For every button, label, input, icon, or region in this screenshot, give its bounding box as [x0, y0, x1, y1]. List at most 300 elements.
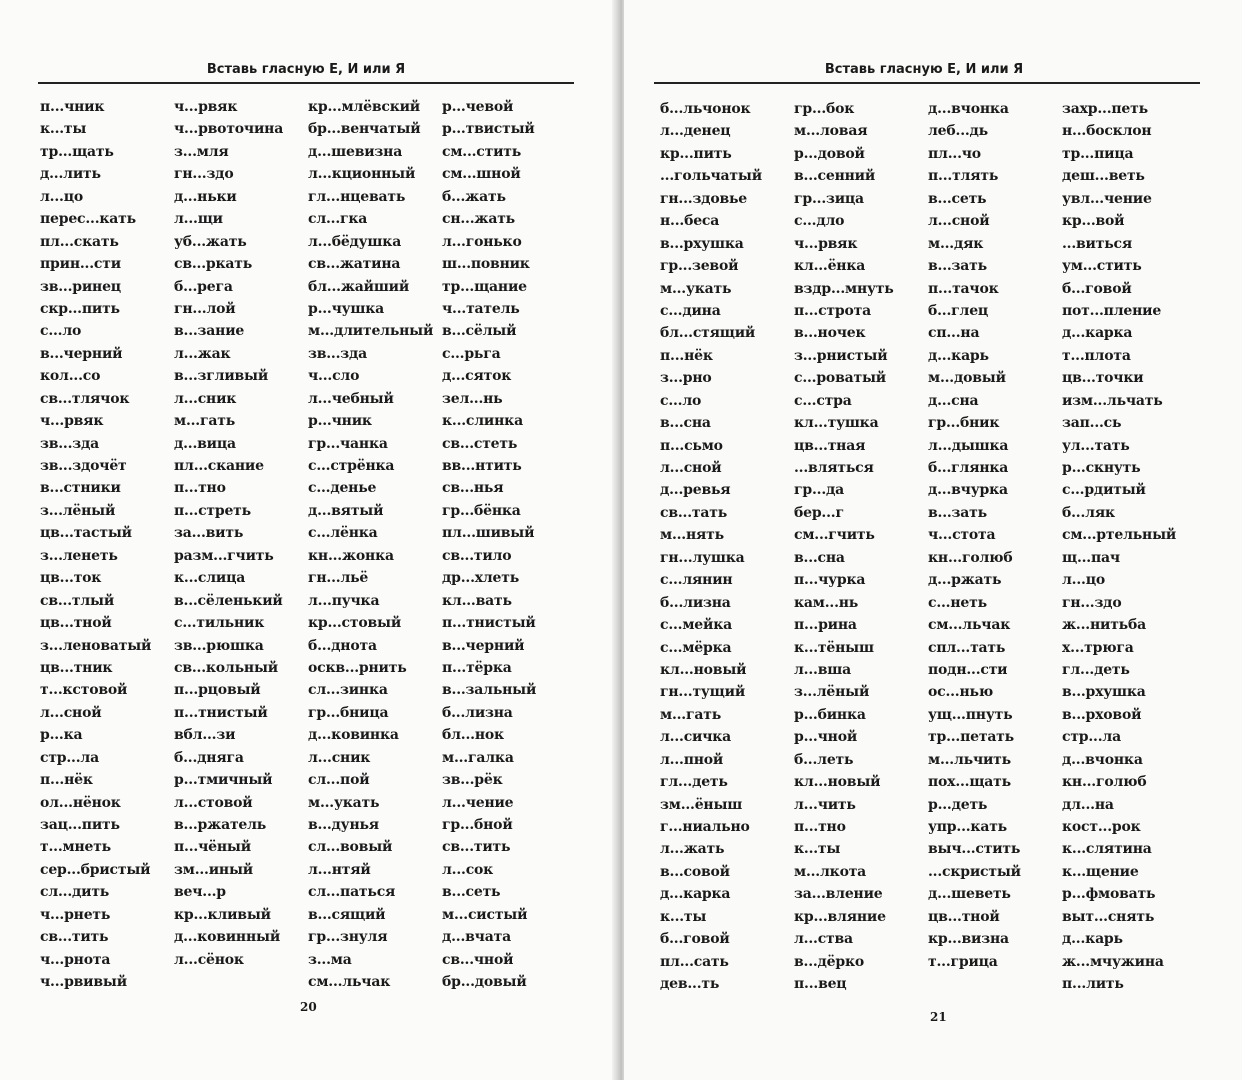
exercise-word: зм...ёныш [660, 796, 743, 813]
exercise-word: цв...тной [928, 908, 1000, 925]
exercise-word: л...вша [794, 661, 851, 678]
exercise-word: к...слица [174, 570, 246, 587]
exercise-word: д...сна [928, 392, 979, 409]
exercise-word: з...рнистый [794, 347, 888, 364]
word-column [40, 96, 174, 994]
exercise-word: л...жак [174, 345, 231, 362]
exercise-word: м...лкота [794, 863, 867, 880]
exercise-word: кол...со [40, 368, 101, 385]
word-column [308, 96, 442, 994]
exercise-word: пот...пление [1062, 302, 1162, 319]
exercise-word: б...дняга [174, 749, 244, 766]
exercise-word: гр...зевой [660, 258, 739, 275]
exercise-word: тр...щание [442, 278, 527, 295]
exercise-word: м...ловая [794, 123, 868, 140]
exercise-word: д...вчурка [928, 482, 1008, 499]
exercise-word: д...ковинный [174, 929, 281, 946]
exercise-word: гр...бок [794, 101, 855, 117]
exercise-word: з...рно [660, 370, 712, 387]
exercise-word: з...ленеть [40, 547, 118, 564]
exercise-word: г...ниально [660, 819, 750, 835]
exercise-word: за...вить [174, 525, 244, 542]
exercise-word: св...тать [660, 504, 727, 521]
exercise-word: р...чевой [442, 99, 514, 115]
word-column [794, 98, 928, 996]
exercise-word: л...сок [442, 861, 494, 878]
exercise-word: б...леть [794, 751, 854, 768]
exercise-word: св...чной [442, 951, 514, 968]
exercise-word: кл...тушка [794, 415, 879, 432]
exercise-word: к...ты [40, 121, 87, 138]
exercise-word: б...говой [1062, 280, 1132, 297]
exercise-word: ч...татель [442, 300, 520, 317]
exercise-word: см...гчить [794, 527, 875, 544]
exercise-word: ол...нёнок [40, 794, 121, 811]
exercise-word: м...нять [660, 527, 724, 544]
exercise-word: тр...петать [928, 729, 1014, 746]
word-column [174, 96, 308, 994]
exercise-word: д...карка [1062, 325, 1133, 342]
exercise-word: б...глец [928, 302, 989, 319]
exercise-word: в...зать [928, 504, 987, 521]
exercise-word: д...сяток [442, 368, 512, 385]
exercise-word: т...кстовой [40, 682, 128, 699]
exercise-word: д...вица [174, 435, 236, 452]
word-columns [660, 98, 1196, 996]
exercise-word: м...гать [660, 706, 722, 723]
exercise-word: бр...довый [442, 974, 527, 991]
exercise-word: цв...тной [40, 615, 112, 632]
exercise-word: кр...млёвский [308, 99, 420, 115]
exercise-word: с...стра [794, 392, 852, 409]
exercise-word: с...роватый [794, 370, 886, 387]
exercise-word: б...льчонок [660, 101, 751, 117]
exercise-word: кост...рок [1062, 819, 1141, 835]
exercise-word: зв...зда [308, 345, 368, 362]
exercise-word: увл...чение [1062, 190, 1152, 207]
page-header: Вставь гласную Е, И или Я [206, 62, 406, 77]
exercise-word: сл...зинка [308, 682, 388, 699]
exercise-word: с...лянин [660, 572, 733, 589]
exercise-word: цв...точки [1062, 370, 1144, 387]
exercise-word: выт...снять [1062, 908, 1155, 925]
exercise-word: с...лёнка [308, 525, 378, 542]
exercise-word: д...лить [40, 166, 101, 183]
page-left [0, 0, 618, 1080]
exercise-word: с...мёрка [660, 639, 732, 656]
exercise-word: св...тило [442, 547, 512, 564]
exercise-word: з...ма [308, 951, 352, 968]
exercise-word: спл...тать [928, 639, 1006, 656]
exercise-word: м...галка [442, 749, 514, 766]
exercise-word: захр...петь [1062, 101, 1148, 117]
exercise-word: д...ньки [174, 188, 237, 205]
exercise-word: сл...вовый [308, 839, 393, 856]
exercise-word: р...бинка [794, 706, 866, 723]
exercise-word: кл...новый [794, 774, 881, 791]
exercise-word: п...рцовый [174, 682, 261, 699]
exercise-word: гр...бной [442, 817, 513, 833]
exercise-word: пох...щать [928, 774, 1011, 791]
exercise-word: л...цо [40, 188, 83, 205]
exercise-word: кн...жонка [308, 547, 394, 564]
header-rule [654, 82, 1200, 84]
exercise-word: гн...здо [1062, 594, 1122, 611]
exercise-word: д...ревья [660, 482, 731, 499]
exercise-word: сп...на [928, 325, 980, 342]
exercise-word: гр...чанка [308, 435, 388, 452]
exercise-word: гн...лушка [660, 549, 745, 566]
exercise-word: см...льчак [308, 974, 391, 991]
exercise-word: л...сной [928, 213, 990, 230]
exercise-word: св...нья [442, 480, 504, 497]
exercise-word: в...зать [928, 258, 987, 275]
exercise-word: ум...стить [1062, 258, 1142, 275]
exercise-word: р...фмовать [1062, 886, 1156, 903]
exercise-word: в...дёрко [794, 953, 865, 970]
exercise-word: зв...зда [40, 435, 100, 452]
exercise-word: бл...жайший [308, 278, 410, 295]
exercise-word: вздр...мнуть [794, 280, 894, 297]
exercise-word: скр...пить [40, 300, 120, 317]
exercise-word: с...ло [660, 392, 702, 409]
exercise-word: в...ночек [794, 325, 866, 342]
exercise-word: пл...скание [174, 458, 264, 474]
exercise-word: ч...рвяк [794, 235, 858, 252]
exercise-word: в...черний [40, 345, 123, 362]
exercise-word: веч...р [174, 884, 226, 901]
exercise-word: х...трюга [1062, 639, 1134, 656]
exercise-word: б...ляк [1062, 504, 1115, 521]
word-column [660, 98, 794, 996]
exercise-word: св...стеть [442, 435, 518, 452]
exercise-word: ...скристый [928, 863, 1021, 880]
exercise-word: пл...сать [660, 953, 729, 970]
exercise-word: зв...рюшка [174, 637, 264, 654]
exercise-word: в...рхушка [1062, 684, 1146, 701]
exercise-word: зв...ринец [40, 278, 121, 295]
exercise-word: д...ковинка [308, 727, 399, 744]
exercise-word: кл...ёнка [794, 258, 866, 275]
exercise-word: л...жать [660, 841, 725, 858]
exercise-word: п...тно [794, 819, 846, 835]
exercise-word: к...ты [794, 841, 841, 858]
exercise-word: р...довой [794, 145, 865, 162]
exercise-word: н...босклон [1062, 123, 1152, 140]
exercise-word: д...ржать [928, 572, 1002, 589]
exercise-word: сл...паться [308, 884, 396, 901]
exercise-word: в...ржатель [174, 817, 267, 833]
exercise-word: б...лизна [660, 594, 731, 611]
exercise-word: м...гать [174, 413, 236, 430]
exercise-word: сл...гка [308, 211, 368, 228]
exercise-word: ч...сло [308, 368, 360, 385]
exercise-word: вв...нтить [442, 458, 522, 474]
exercise-word: п...лить [1062, 976, 1124, 993]
exercise-word: гн...здовье [660, 190, 747, 207]
exercise-word: м...длительный [308, 323, 434, 340]
exercise-word: р...деть [928, 796, 988, 813]
exercise-word: дл...на [1062, 796, 1114, 813]
exercise-word: в...дунья [308, 817, 379, 833]
exercise-word: подн...сти [928, 661, 1008, 678]
exercise-word: св...тить [40, 929, 109, 946]
exercise-word: р...тмичный [174, 772, 273, 789]
exercise-word: д...шеветь [928, 886, 1011, 903]
word-column [928, 98, 1062, 996]
exercise-word: л...сник [308, 749, 371, 766]
exercise-word: п...чник [40, 99, 105, 115]
exercise-word: р...твистый [442, 121, 535, 138]
exercise-word: т...мнеть [40, 839, 111, 856]
exercise-word: оскв...рнить [308, 659, 407, 676]
exercise-word: п...чёный [174, 839, 251, 856]
exercise-word: л...сник [174, 390, 237, 407]
exercise-word: б...днота [308, 637, 377, 654]
page-number: 21 [930, 1010, 947, 1024]
exercise-word: б...глянка [928, 460, 1009, 476]
exercise-word: п...тно [174, 480, 226, 497]
exercise-word: ...гольчатый [660, 168, 762, 185]
exercise-word: гр...знуля [308, 929, 388, 946]
exercise-word: ч...рнота [40, 951, 111, 968]
exercise-word: ос...нью [928, 684, 993, 701]
exercise-word: с...нeть [928, 594, 987, 611]
exercise-word: гн...здо [174, 166, 234, 183]
exercise-word: л...щи [174, 211, 223, 228]
exercise-word: с...стрёнка [308, 458, 395, 474]
exercise-word: в...зальный [442, 682, 537, 699]
exercise-word: м...льчить [928, 751, 1011, 768]
exercise-word: гр...бник [928, 415, 1000, 432]
exercise-word: д...вятый [308, 502, 384, 519]
exercise-word: с...рдитый [1062, 482, 1146, 499]
exercise-word: кр...вляние [794, 908, 886, 925]
exercise-word: стр...ла [40, 749, 99, 766]
exercise-word: сн...жать [442, 211, 515, 228]
exercise-word: тр...пица [1062, 145, 1134, 162]
exercise-word: кн...голюб [928, 549, 1013, 566]
exercise-word: гл...деть [660, 774, 728, 791]
exercise-word: цв...тная [794, 437, 866, 454]
exercise-word: з...лёный [794, 684, 870, 701]
exercise-word: гр...бница [308, 704, 389, 721]
exercise-word: кр...стовый [308, 615, 402, 632]
exercise-word: с...деньe [308, 480, 377, 497]
exercise-word: б...лизна [442, 704, 513, 721]
exercise-word: к...слятина [1062, 841, 1152, 858]
exercise-word: ущ...пнуть [928, 706, 1013, 723]
exercise-word: пл...шивый [442, 525, 535, 542]
exercise-word: т...плота [1062, 347, 1131, 364]
exercise-word: д...вчата [442, 929, 511, 946]
exercise-word: п...нёк [40, 772, 93, 789]
exercise-word: п...рина [794, 617, 857, 634]
exercise-word: с...мейка [660, 617, 732, 634]
exercise-word: св...жатина [308, 256, 401, 273]
exercise-word: упр...кать [928, 819, 1007, 835]
exercise-word: в...згливый [174, 368, 269, 385]
exercise-word: л...дышка [928, 437, 1009, 454]
exercise-word: разм...гчить [174, 547, 274, 564]
exercise-word: п...чурка [794, 572, 866, 589]
exercise-word: бл...стящий [660, 325, 756, 342]
exercise-word: ш...повник [442, 256, 530, 273]
exercise-word: за...вление [794, 886, 883, 903]
exercise-word: в...сна [794, 549, 845, 566]
exercise-word: ч...стота [928, 527, 996, 544]
exercise-word: кр...вой [1062, 213, 1125, 230]
exercise-word: гн...лой [174, 300, 236, 317]
exercise-word: см...ртельный [1062, 527, 1177, 544]
exercise-word: в...сящий [308, 906, 386, 923]
word-columns [40, 96, 576, 994]
exercise-word: в...сна [660, 415, 711, 432]
exercise-word: кл...новый [660, 661, 747, 678]
exercise-word: л...пучка [308, 592, 380, 609]
exercise-word: см...шной [442, 166, 521, 183]
exercise-word: л...сёнок [174, 951, 244, 968]
exercise-word: с...дина [660, 302, 721, 319]
exercise-word: стр...ла [1062, 729, 1121, 746]
exercise-word: кл...вать [442, 592, 512, 609]
exercise-word: п...вец [794, 976, 847, 993]
exercise-word: п...тачок [928, 280, 999, 297]
exercise-word: св...тлый [40, 592, 115, 609]
exercise-word: сер...бристый [40, 861, 151, 878]
exercise-word: св...тлячок [40, 390, 130, 407]
exercise-word: бл...нок [442, 727, 504, 744]
exercise-word: в...рховой [1062, 706, 1142, 723]
exercise-word: прин...сти [40, 256, 121, 273]
exercise-word: в...сёлый [442, 323, 517, 340]
exercise-word: ж...нитьба [1062, 617, 1146, 634]
exercise-word: бр...венчатый [308, 121, 421, 138]
exercise-word: п...тёрка [442, 659, 512, 676]
exercise-word: ж...мчужина [1062, 953, 1164, 970]
exercise-word: зац...пить [40, 817, 120, 833]
exercise-word: с...рьга [442, 345, 501, 362]
exercise-word: л...стовой [174, 794, 253, 811]
exercise-word: к...тёныш [794, 639, 874, 656]
exercise-word: л...бёдушка [308, 233, 402, 250]
exercise-word: л...сной [40, 704, 102, 721]
exercise-word: б...рега [174, 278, 233, 295]
header-rule [38, 82, 574, 84]
exercise-word: в...сеть [442, 884, 501, 901]
exercise-word: зв...рёк [442, 772, 503, 789]
exercise-word: св...кольный [174, 659, 278, 676]
exercise-word: з...мля [174, 143, 229, 160]
exercise-word: р...ка [40, 727, 83, 744]
exercise-word: б...жать [442, 188, 506, 205]
exercise-word: ...вляться [794, 460, 874, 476]
exercise-word: л...чить [794, 796, 856, 813]
exercise-word: ч...рвяк [40, 413, 104, 430]
exercise-word: д...карь [1062, 931, 1123, 948]
exercise-word: к...щение [1062, 863, 1139, 880]
exercise-word: перес...кать [40, 211, 136, 228]
exercise-word: зм...иный [174, 861, 253, 878]
exercise-word: р...чной [794, 729, 858, 746]
exercise-word: п...строта [794, 302, 871, 319]
exercise-word: тр...щать [40, 143, 114, 160]
exercise-word: л...пной [660, 751, 724, 768]
exercise-word: м...систый [442, 906, 528, 923]
exercise-word: д...вчонка [1062, 751, 1143, 768]
exercise-word: в...черний [442, 637, 525, 654]
exercise-word: гр...зица [794, 190, 864, 207]
exercise-word: п...нёк [660, 347, 713, 364]
exercise-word: выч...стить [928, 841, 1021, 858]
page-header: Вставь гласную Е, И или Я [824, 62, 1024, 77]
exercise-word: деш...веть [1062, 168, 1145, 185]
exercise-word: сл...дить [40, 884, 110, 901]
exercise-word: т...грица [928, 953, 998, 970]
exercise-word: л...денец [660, 123, 731, 140]
exercise-word: зап...сь [1062, 415, 1122, 432]
exercise-word: щ...пач [1062, 549, 1120, 566]
exercise-word: кн...голюб [1062, 774, 1147, 791]
exercise-word: ...виться [1062, 235, 1132, 252]
exercise-word: уб...жать [174, 233, 247, 250]
exercise-word: бер...г [794, 504, 844, 521]
exercise-word: з...лёный [40, 502, 116, 519]
page-right [624, 0, 1242, 1080]
exercise-word: н...беса [660, 213, 720, 230]
exercise-word: к...ты [660, 908, 707, 925]
exercise-word: д...карка [660, 886, 731, 903]
exercise-word: л...чебный [308, 390, 394, 407]
exercise-word: в...сенний [794, 168, 876, 185]
exercise-word: м...довый [928, 370, 1006, 387]
exercise-word: леб...дь [928, 123, 988, 140]
exercise-word: л...цо [1062, 572, 1105, 589]
exercise-word: к...слинка [442, 413, 523, 430]
exercise-word: л...сной [660, 460, 722, 476]
exercise-word: ч...рвяк [174, 99, 238, 115]
exercise-word: ч...рвивый [40, 974, 127, 991]
word-column [1062, 98, 1196, 996]
exercise-word: кам...нь [794, 594, 859, 611]
exercise-word: изм...льчать [1062, 392, 1163, 409]
exercise-word: р...скнуть [1062, 460, 1141, 476]
exercise-word: см...льчак [928, 617, 1011, 634]
exercise-word: д...вчонка [928, 101, 1009, 117]
exercise-word: цв...ток [40, 570, 102, 587]
exercise-word: ч...рнеть [40, 906, 111, 923]
exercise-word: в...стники [40, 480, 121, 497]
exercise-word: р...чушка [308, 300, 385, 317]
exercise-word: ч...рвоточина [174, 121, 284, 138]
exercise-word: л...ства [794, 931, 853, 948]
exercise-word: см...стить [442, 143, 522, 160]
page-number: 20 [300, 1000, 317, 1014]
exercise-word: кр...кливый [174, 906, 271, 923]
exercise-word: зв...здочёт [40, 458, 127, 474]
exercise-word: цв...тник [40, 659, 113, 676]
exercise-word: зел...нь [442, 390, 503, 407]
exercise-word: с...дло [794, 213, 845, 230]
exercise-word: л...нтяй [308, 861, 371, 878]
exercise-word: гл...нцевать [308, 188, 406, 205]
exercise-word: б...говой [660, 931, 730, 948]
exercise-word: пл...чо [928, 145, 981, 162]
exercise-word: м...дяк [928, 235, 984, 252]
exercise-word: гн...тущий [660, 684, 746, 701]
exercise-word: д...шевизна [308, 143, 403, 160]
exercise-word: пл...скать [40, 233, 119, 250]
